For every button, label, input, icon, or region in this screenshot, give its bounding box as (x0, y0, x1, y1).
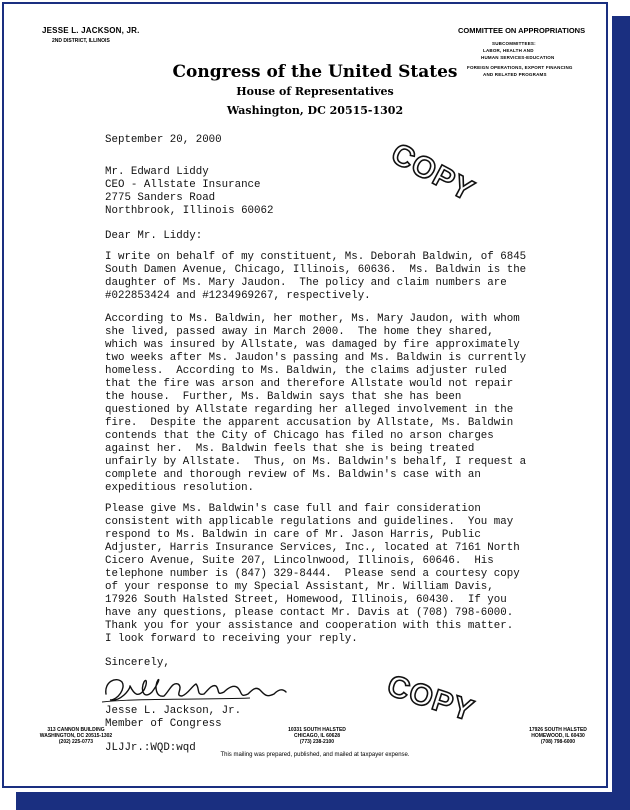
footer-office-line: (708) 798-6000 (540, 739, 576, 745)
paragraph-line: she lived, passed away in March 2000. The home they shared, (105, 326, 494, 338)
paragraph-line: expeditious resolution. (105, 482, 255, 494)
paragraph-line: homeless. According to Ms. Baldwin, the claims adjuster ruled (105, 365, 507, 377)
copy-stamp-top: COPY (385, 137, 480, 209)
paragraph-line: have any questions, please contact Mr. Davis at (708) 798-6000. (105, 607, 514, 619)
paragraph-line: South Damen Avenue, Chicago, Illinois, 60636. Ms. Baldwin is the (105, 264, 527, 276)
paragraph-line: two weeks after Ms. Jaudon's passing and Ms. Baldwin is currently (105, 352, 527, 364)
paragraph-line: of your response to my Special Assistant, Mr. William Davis, (105, 581, 494, 593)
footer-office-line: (773) 238-2100 (299, 739, 335, 745)
footer-office-line: WASHINGTON, DC 20515-1302 (39, 733, 113, 739)
paragraph-line: questioned by Allstate regarding her alleged involvement in the (105, 404, 514, 416)
paragraph-line: respond to Ms. Baldwin in care of Mr. Jason Harris, Public (105, 529, 481, 541)
paragraph-line: telephone number is (847) 329-8444. Please send a courtesy copy (105, 568, 520, 580)
footer-office-line: (202) 225-0773 (58, 739, 94, 745)
paragraph-line: the house. Further, Ms. Baldwin says that she has been (105, 391, 462, 403)
paragraph-line: According to Ms. Baldwin, her mother, Ms. Mary Jaudon, with whom (105, 313, 520, 325)
recipient-name: Mr. Edward Liddy (105, 166, 209, 178)
paragraph-line: which was insured by Allstate, was damaged by fire approximately (105, 339, 520, 351)
subcommittee-line: HUMAN SERVICES-EDUCATION (481, 55, 555, 60)
taxpayer-notice: This mailing was prepared, published, and mailed at taxpayer expense. (220, 752, 410, 758)
paragraph-1 (105, 251, 526, 303)
recipient-city: Northbrook, Illinois 60062 (105, 205, 274, 217)
footer-office-homewood (506, 727, 610, 745)
frame-shadow-right (612, 16, 630, 810)
subcommittees-heading: SUBCOMMITTEES: (492, 41, 536, 46)
subcommittee-line: AND RELATED PROGRAMS (483, 72, 547, 77)
paragraph-line: consistent with applicable regulations and guidelines. You may (105, 516, 514, 528)
signer-title: Member of Congress (105, 718, 222, 730)
paragraph-line: 17926 South Halsted Street, Homewood, Illinois, 60430. If you (105, 594, 507, 606)
paragraph-line: fire. Despite the apparent accusation by Allstate, Ms. Baldwin (105, 417, 514, 429)
institution-title: Congress of the United States (172, 62, 458, 82)
footer-office-line: CHICAGO, IL 60628 (293, 733, 341, 739)
letter-date: September 20, 2000 (105, 134, 222, 146)
footer-office-chicago (262, 727, 372, 745)
salutation: Dear Mr. Liddy: (105, 230, 203, 242)
recipient-street: 2775 Sanders Road (105, 192, 216, 204)
paragraph-line: daughter of Ms. Mary Jaudon. The policy and claim numbers are (105, 277, 507, 289)
paragraph-4 (105, 620, 513, 646)
paragraph-line: I look forward to receiving your reply. (105, 633, 358, 645)
footer-office-washington (20, 727, 132, 745)
city-line: Washington, DC 20515-1302 (226, 104, 404, 117)
paragraph-2 (105, 313, 526, 495)
closing: Sincerely, (105, 657, 170, 669)
paragraph-line: that the fire was arson and therefore Allstate would not repair (105, 378, 514, 390)
subcommittee-line: LABOR, HEALTH AND (483, 48, 534, 53)
recipient-title: CEO - Allstate Insurance (105, 179, 261, 191)
paragraph-line: #022853424 and #1234969267, respectively. (105, 290, 371, 302)
member-district: 2ND DISTRICT, ILLINOIS (52, 38, 110, 44)
paragraph-line: against her. Ms. Baldwin feels that she is being treated (105, 443, 475, 455)
reference-initials: JLJJr.:WQD:wqd (105, 742, 196, 754)
paragraph-line: unfairly by Allstate. Thus, on Ms. Baldwin's behalf, I request a (105, 456, 527, 468)
frame-shadow-bottom (16, 792, 630, 810)
committee-name: COMMITTEE ON APPROPRIATIONS (458, 26, 586, 35)
signer-name: Jesse L. Jackson, Jr. (105, 705, 242, 717)
paragraph-line: Adjuster, Harris Insurance Services, Inc., located at 7161 North (105, 542, 520, 554)
footer-office-line: 313 CANNON BUILDING (47, 727, 105, 733)
handwritten-signature (100, 672, 300, 708)
subcommittee-line: FOREIGN OPERATIONS, EXPORT FINANCING (467, 65, 573, 70)
footer-office-line: 17926 SOUTH HALSTED (529, 727, 587, 733)
paragraph-line: contends that the City of Chicago has filed no arson charges (105, 430, 494, 442)
paragraph-line: Cicero Avenue, Suite 207, Lincolnwood, Illinois, 60646. His (105, 555, 494, 567)
paragraph-line: I write on behalf of my constituent, Ms. Deborah Baldwin, of 6845 (105, 251, 527, 263)
paragraph-line: complete and thorough review of Ms. Baldwin's case with an (105, 469, 481, 481)
member-name: JESSE L. JACKSON, JR. (42, 26, 140, 35)
paragraph-line: Please give Ms. Baldwin's case full and fair consideration (105, 503, 481, 515)
copy-stamp-bottom: COPY (383, 669, 479, 728)
footer-office-line: HOMEWOOD, IL 60430 (531, 733, 585, 739)
chamber-title: House of Representatives (236, 85, 394, 98)
paragraph-line: Thank you for your assistance and cooperation with this matter. (105, 620, 514, 632)
footer-office-line: 10331 SOUTH HALSTED (288, 727, 346, 733)
paragraph-3 (105, 503, 520, 620)
